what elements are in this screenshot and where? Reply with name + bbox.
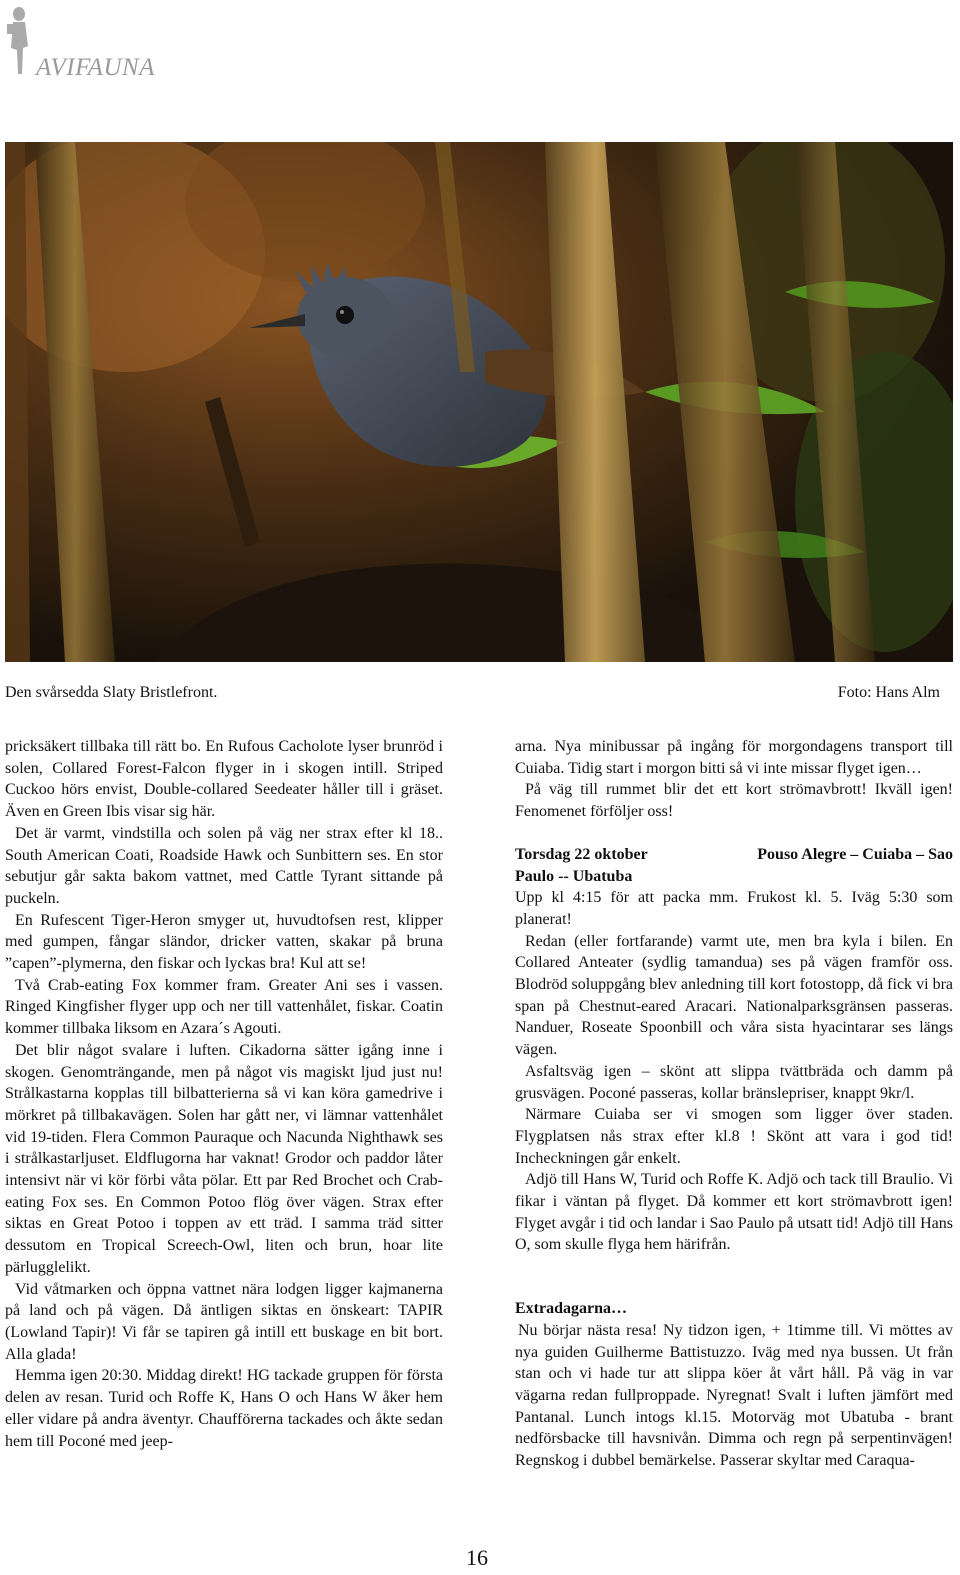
slaty-bristlefront-image xyxy=(5,142,953,662)
extra-days-heading: Extradagarna… xyxy=(515,1300,627,1318)
paragraph: Vid våtmarken och öppna vattnet nära lodgen ligger kajmanerna på land och på vägen. Då äntligen siktas en önskeart: TAPIR (Lowland Tapir)! Vi får se tapiren gå intill ett buskage en bit bort. Alla glada! xyxy=(5,1280,443,1363)
paragraph: En Rufescent Tiger-Heron smyger ut, huvudtofsen rest, klipper med gumpen, fångar sländor, dricker vatten, skakar på bruna ”capen”-plymerna, den fiskar och lyckas bra! Kul att se! xyxy=(5,911,443,973)
birdwatcher-logo-icon xyxy=(4,4,34,80)
paragraph: Redan (eller fortfarande) varmt ute, men bra kyla i bilen. En Collared Anteater (sydlig tamandua) ses på vägen framför oss. Blodröd soluppgång blev anledning till kort fotostopp, då fick vi bra span på Chestnut-eared Aracari. Nationalparksgränsen passeras. Nanduer, Roseate Spoonbill och våra sista hyacintarar ses längs vägen. xyxy=(515,932,953,1059)
bird-photo xyxy=(5,142,953,662)
left-column xyxy=(5,736,443,1452)
paragraph: Asfaltsväg igen – skönt att slippa tvättbräda och damm på grusvägen. Poconé passeras, kollar bränslepriser, knappt 9kr/l. xyxy=(515,1062,953,1102)
paragraph: Upp kl 4:15 för att packa mm. Frukost kl. 5. Iväg 5:30 som planerat! xyxy=(515,889,953,928)
right-column xyxy=(515,736,953,1472)
paragraph: arna. Nya minibussar på ingång för morgondagens transport till Cuiaba. Tidig start i morgon bitti så vi inte missar flyget igen… xyxy=(515,738,953,777)
day-heading-route: Pouso Alegre – Cuiaba – Sao xyxy=(757,845,953,863)
paragraph: Det blir något svalare i luften. Cikadorna sätter igång inne i skogen. Genomträngande, men på något vis magiskt ljud just nu! Strålkastarna kopplas till bilbatterierna så vi kan köra gamedrive i mörkret på tillbakavägen. Solen har gått ner, vi lämnar vattenhålet vid 19-tiden. Flera Common Pauraque och Nacunda Nighthawk ses i strålkastarljuset. Eldflugorna har vaknat! Grodor och paddor låter intensivt när vi kör förbi våta pölar. Ett par Red Brochet och Crab-eating Fox ses. En Common Potoo flög över vägen. Strax efter siktas en Great Potoo i toppen av ett träd. I samma träd sitter dessutom en Tropical Screech-Owl, liten och brun, hoar lite pärlugglelikt. xyxy=(5,1041,443,1276)
paragraph: Två Crab-eating Fox kommer fram. Greater Ani ses i vassen. Ringed Kingfisher flyger upp och ner till vattenhålet, fiskar. Coatin kommer tillbaka liksom en Azara´s Agouti. xyxy=(5,976,443,1038)
paragraph: På väg till rummet blir det ett kort strömavbrott! Ikväll igen! Fenomenet förföljer oss! xyxy=(515,781,953,821)
day-heading-date: Torsdag 22 oktober xyxy=(515,845,648,863)
paragraph: Hemma igen 20:30. Middag direkt! HG tackade gruppen för första delen av resan. Turid och Roffe K, Hans O och Hans W åker hem eller vidare på andra äventyr. Chaufförerna tackades och åkte sedan hem till Poconé med jeep- xyxy=(5,1367,443,1450)
day-heading xyxy=(515,844,953,866)
paragraph: Adjö till Hans W, Turid och Roffe K. Adjö och tack till Braulio. Vi fikar i väntan på flyget. Då kommer ett kort strömavbrott igen! Flyget avgår i tid och landar i Sao Paulo på utsatt tid! Adjö till Hans O, som skulle flyga hem härifrån. xyxy=(515,1171,953,1254)
brand-name: AVIFAUNA xyxy=(36,54,155,81)
photo-caption: Den svårsedda Slaty Bristlefront. xyxy=(5,684,218,701)
paragraph: Det är varmt, vindstilla och solen på väg ner strax efter kl 18.. South American Coati, Roadside Hawk och Sunbittern ses. En stor sebutjur går sakta bakom vattnet, med Cattle Tyrant sittande på puckeln. xyxy=(5,824,443,907)
paragraph: pricksäkert tillbaka till rätt bo. En Rufous Cacholote lyser brunröd i solen, Collared Forest-Falcon flyger in i skogen intill. Striped Cuckoo hörs envist, Double-collared Seedeater håller till i gräset. Även en Green Ibis visar sig här. xyxy=(5,738,443,821)
paragraph: Närmare Cuiaba ser vi smogen som ligger över staden. Flygplatsen nås strax efter kl.8 ! Skönt att vara i god tid! Incheckningen går enkelt. xyxy=(515,1106,953,1167)
avifauna-logo xyxy=(4,4,184,80)
day-heading-route-cont: Paulo -- Ubatuba xyxy=(515,867,633,885)
paragraph: Nu börjar nästa resa! Ny tidzon igen, + 1timme till. Vi möttes av nya guiden Guilherme Battistuzzo. Iväg med nya bussen. Ut från stan och vi hade tur att slippa köer åt vårt håll. På väg in var vägarna redan fullproppade. Nyregnat! Svalt i luften jämfört med Pantanal. Lunch intogs kl.15. Motorväg mot Ubatuba - brant nedförsbacke till havsnivån. Dimma och regn på serpentinvägen! Regnskog i dubbel bemärkelse. Passerar skyltar med Caraqua- xyxy=(515,1321,953,1470)
page-number: 16 xyxy=(466,1545,488,1570)
photo-credit: Foto: Hans Alm xyxy=(837,684,940,701)
